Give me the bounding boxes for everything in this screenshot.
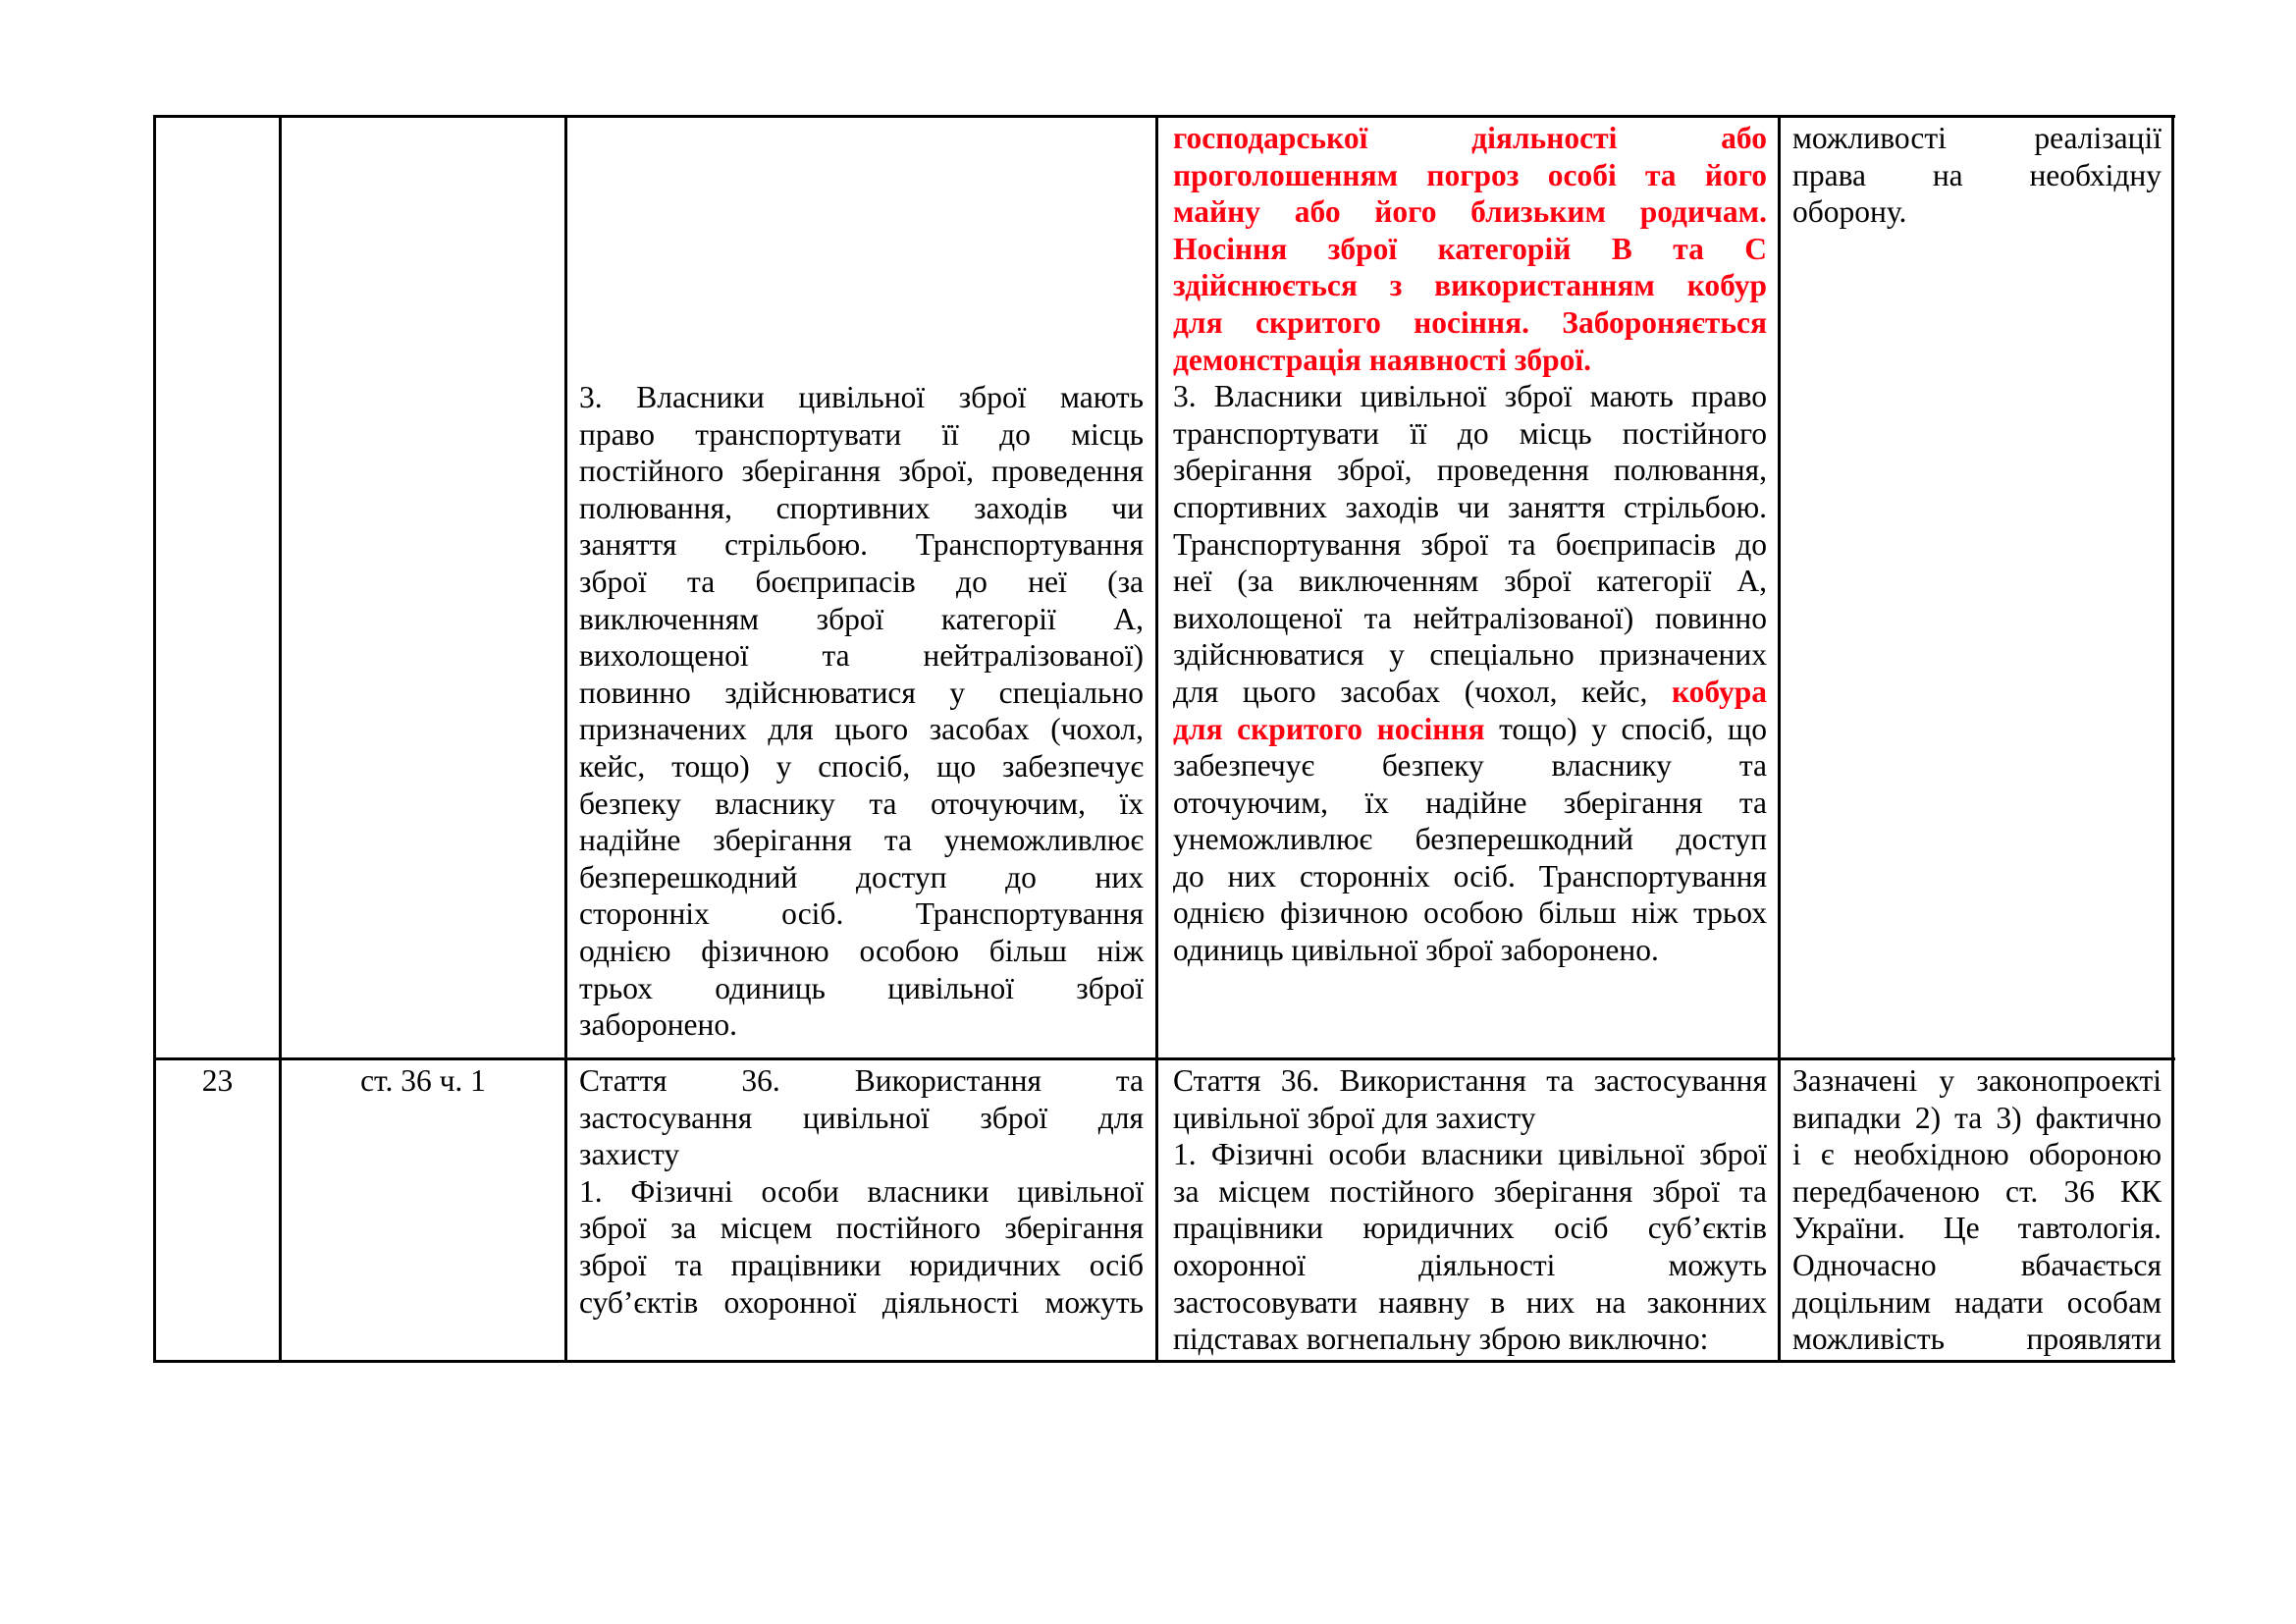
text-line: підставах вогнепальну зброю виключно: (1173, 1322, 1709, 1357)
text-line: захисту (579, 1137, 680, 1172)
text-line: Транспортування зброї та боєприпасів до (1173, 526, 1767, 562)
current-text-cell (579, 379, 1144, 1044)
red-text-line: демонстрація наявності зброї. (1173, 342, 1592, 377)
text-line: суб’єктів охоронної діяльності можуть (579, 1284, 1144, 1320)
text-line: 3. Власники цивільної зброї мають (579, 380, 1144, 414)
text-line: можливості реалізації (1792, 121, 2162, 155)
row-number: 23 (201, 1063, 234, 1098)
text-line: Стаття 36. Використання та (579, 1063, 1144, 1098)
highlighted-amendment (1173, 120, 1767, 378)
text-line: за місцем постійного зберігання зброї та (1173, 1173, 1767, 1209)
text-line: оточуючим, їх надійне зберігання та (1173, 785, 1767, 820)
text-line: право транспортувати її до місць (579, 416, 1144, 452)
text-line: і є необхідною обороною (1792, 1137, 2162, 1172)
plain-fragment: для цього засобах (чохол, кейс, (1173, 674, 1672, 709)
red-fragment: для скритого носіння (1173, 711, 1485, 746)
text-line: унеможливлює безперешкодний доступ (1173, 822, 1767, 857)
current-text-cell (579, 1062, 1144, 1321)
proposed-text-cell (1173, 1062, 1767, 1358)
text-line: безперешкодний доступ до них (579, 859, 1144, 894)
row-number-cell (156, 1062, 279, 1100)
text-line: однією фізичною особою більш ніж трьох (1173, 895, 1767, 931)
text-line: безпеку власнику та оточуючим, їх (579, 785, 1144, 821)
red-text-line: для скритого носіння. Забороняється (1173, 304, 1767, 340)
text-line: спортивних заходів чи заняття стрільбою. (1173, 489, 1767, 524)
text-line: можливість проявляти (1792, 1322, 2162, 1357)
row-divider (153, 1057, 2175, 1060)
table-right-border (2171, 115, 2174, 1363)
text-line: трьох одиниць цивільної зброї (579, 970, 1144, 1005)
text-line: зброї та боєприпасів до неї (за (579, 564, 1144, 599)
text-line: вихолощеної та нейтралізованої) (579, 638, 1144, 674)
text-line: 1. Фізичні особи власники цивільної (579, 1173, 1144, 1209)
red-text-line: проголошенням погроз особі та його (1173, 157, 1767, 192)
text-line: оборону. (1792, 194, 1907, 230)
text-line-mixed (1173, 711, 1767, 748)
text-line: надійне зберігання та унеможливлює (579, 823, 1144, 858)
text-line: сторонніх осіб. Транспортування (579, 896, 1144, 932)
text-line: доцільним надати особам (1792, 1284, 2162, 1320)
text-line: забезпечує безпеку власнику та (1173, 748, 1767, 784)
text-line: повинно здійснюватися у спеціально (579, 675, 1144, 710)
text-line: зброї та працівники юридичних осіб (579, 1247, 1144, 1282)
text-line: зберігання зброї, проведення полювання, (1173, 453, 1767, 488)
comment-cell (1792, 1062, 2162, 1358)
text-line: одиниць цивільної зброї заборонено. (1173, 933, 1659, 968)
text-line: призначених для цього засобах (чохол, (579, 712, 1144, 747)
text-line: виключенням зброї категорії А, (579, 601, 1144, 636)
table-bottom-border (153, 1360, 2175, 1363)
article-ref: ст. 36 ч. 1 (360, 1063, 486, 1098)
text-line: застосовувати наявну в них на законних (1173, 1284, 1767, 1320)
text-line: здійснюватися у спеціально призначених (1173, 637, 1767, 673)
text-line: постійного зберігання зброї, проведення (579, 454, 1144, 489)
table-top-border (153, 115, 2175, 118)
text-line: випадки 2) та 3) фактично (1792, 1100, 2162, 1135)
text-line: 1. Фізичні особи власники цивільної зброї (1173, 1137, 1767, 1172)
red-text-line: господарської діяльності або (1173, 121, 1767, 155)
column-divider-1 (279, 115, 282, 1363)
text-line: вихолощеної та нейтралізованої) повинно (1173, 600, 1767, 635)
text-line: працівники юридичних осіб суб’єктів (1173, 1211, 1767, 1246)
text-line: Стаття 36. Використання та застосування (1173, 1063, 1767, 1098)
text-line: 3. Власники цивільної зброї мають право (1173, 379, 1767, 414)
text-line: України. Це тавтологія. (1792, 1211, 2162, 1246)
text-line: права на необхідну (1792, 157, 2162, 192)
column-divider-4 (1778, 115, 1781, 1363)
text-line: заняття стрільбою. Транспортування (579, 527, 1144, 563)
column-divider-2 (564, 115, 567, 1363)
text-line-mixed (1173, 674, 1767, 711)
text-line: заборонено. (579, 1007, 738, 1043)
text-line: полювання, спортивних заходів чи (579, 490, 1144, 525)
column-divider-3 (1155, 115, 1158, 1363)
article-ref-cell (282, 1062, 564, 1100)
text-line: транспортувати її до місць постійного (1173, 415, 1767, 451)
text-line: кейс, тощо) у спосіб, що забезпечує (579, 748, 1144, 784)
text-line: застосування цивільної зброї для (579, 1100, 1144, 1135)
table-left-border (153, 115, 156, 1363)
text-line: цивільної зброї для захисту (1173, 1100, 1536, 1135)
text-line: Одночасно вбачається (1792, 1247, 2162, 1282)
red-text-line: Носіння зброї категорій В та С (1173, 231, 1767, 266)
proposed-text-cell (1173, 120, 1767, 969)
plain-fragment: тощо) у спосіб, що (1484, 711, 1767, 746)
red-text-line: майну або його близьким родичам. (1173, 194, 1767, 230)
text-line: охоронної діяльності можуть (1173, 1247, 1767, 1282)
text-line: зброї за місцем постійного зберігання (579, 1211, 1144, 1246)
text-line: однією фізичною особою більш ніж (579, 933, 1144, 968)
text-line: неї (за виключенням зброї категорії А, (1173, 564, 1767, 599)
comment-cell (1792, 120, 2162, 231)
text-line: Зазначені у законопроекті (1792, 1063, 2162, 1098)
text-line: до них сторонніх осіб. Транспортування (1173, 858, 1767, 893)
red-text-line: здійснюється з використанням кобур (1173, 268, 1767, 303)
red-fragment: кобура (1671, 674, 1767, 709)
text-line: передбаченою ст. 36 КК (1792, 1173, 2162, 1209)
